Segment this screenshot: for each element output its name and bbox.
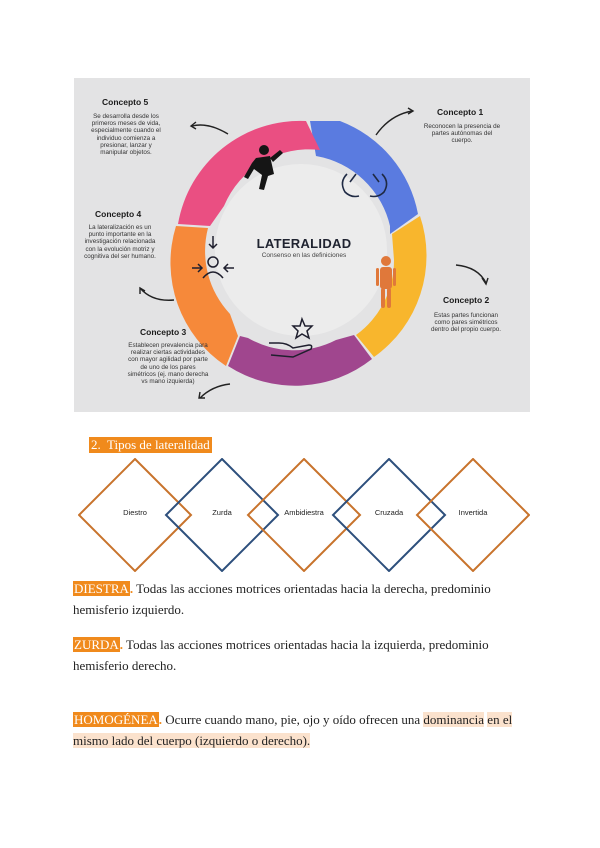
laterality-infographic [74, 78, 530, 412]
concept-2-title: Concepto 2 [443, 295, 490, 305]
tag-zurda: ZURDA [74, 637, 119, 652]
type-cruzada: Cruzada [374, 508, 404, 517]
section-number: 2. [91, 437, 101, 452]
type-zurda: Zurda [212, 508, 232, 517]
concept-5-text: Se desarrolla desde los primeros meses de vida, especialmente cuando el individuo comienza a presionar, lanzar y manipular objetos. [91, 113, 161, 157]
arrow-concept-4 [140, 288, 174, 300]
laterality-types-diagram [78, 458, 530, 572]
tag-diestra: DIESTRA [74, 581, 129, 596]
type-invertida: Invertida [458, 508, 488, 517]
concept-4-title: Concepto 4 [95, 209, 142, 219]
type-ambidiestra: Ambidiestra [284, 508, 324, 517]
concept-3-title: Concepto 3 [140, 327, 187, 337]
highlight-mismo-lado: en el mismo lado del cuerpo (izquierdo o derecho). [73, 712, 513, 748]
text-homogenea: Ocurre cuando mano, pie, ojo y oído ofrecen una [165, 712, 421, 727]
concept-2-text: Estas partes funcionan como pares simétricos dentro del propio cuerpo. [430, 312, 501, 334]
center-subtitle: Consenso en las definiciones [261, 252, 347, 259]
text-zurda: Todas las acciones motrices orientadas hacia la izquierda, predominio hemisferio derecho. [73, 637, 489, 673]
center-title: LATERALIDAD [256, 236, 352, 251]
tag-diestra-marker: . [129, 581, 134, 596]
concept-1-title: Concepto 1 [437, 107, 484, 117]
concept-1-text: Reconocen la presencia de partes autónomas del cuerpo. [423, 123, 501, 145]
tag-zurda-marker: . [119, 637, 124, 652]
concept-5-title: Concepto 5 [102, 97, 149, 107]
segment-concept-3 [228, 335, 372, 386]
arrow-concept-2 [456, 265, 486, 283]
type-diestro: Diestro [123, 508, 147, 517]
paragraph-homogenea [73, 709, 543, 751]
tag-homogenea: HOMOGÉNEA [74, 712, 158, 727]
tag-homogenea-marker: . [158, 712, 163, 727]
arrow-concept-1 [376, 111, 412, 135]
text-diestra: Todas las acciones motrices orientadas hacia la derecha, predominio hemisferio izquierdo. [73, 581, 491, 617]
section-title: Tipos de lateralidad [107, 437, 210, 452]
concept-4-text: La lateralización es un punto importante en la investigación relacionada con la evolución motriz y cognitiva del ser humano. [84, 224, 156, 260]
highlight-dominancia: dominancia [423, 712, 485, 727]
section-heading [89, 437, 212, 453]
paragraph-zurda [73, 634, 543, 676]
concept-3-text: Establecen prevalencia para realizar ciertas actividades con mayor agilidad por parte de uno de los pares simétricos (ej. mano derecha vs mano izquierda) [127, 342, 209, 386]
paragraph-diestra [73, 578, 543, 620]
arrow-concept-5 [192, 125, 228, 134]
